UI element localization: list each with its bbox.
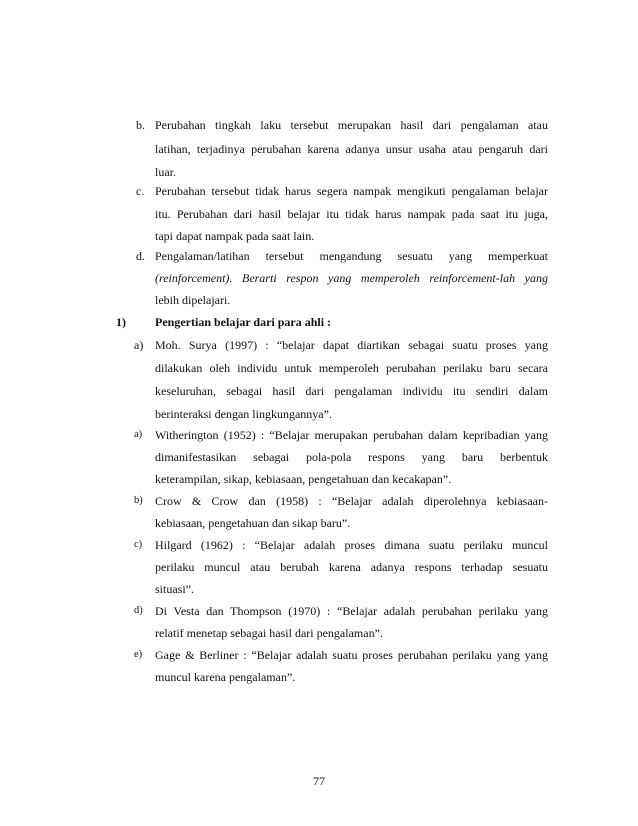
list-marker: d. bbox=[136, 249, 145, 263]
section-heading: Pengertian belajar dari para ahli : bbox=[155, 315, 332, 329]
paragraph-line: dimanifestasikan sebagai pola-pola respons yang baru berbentuk bbox=[155, 450, 548, 464]
paragraph-line: lebih dipelajari. bbox=[155, 293, 231, 307]
list-marker: d) bbox=[134, 605, 143, 616]
paragraph-line: Witherington (1952) : “Belajar merupakan perubahan dalam kepribadian yang bbox=[155, 428, 548, 442]
paragraph-line: Perubahan tingkah laku tersebut merupakan hasil dari pengalaman atau bbox=[155, 118, 548, 132]
list-marker: b) bbox=[134, 495, 143, 506]
paragraph-line: berinteraksi dengan lingkungannya”. bbox=[155, 407, 332, 421]
paragraph-line: Pengalaman/latihan tersebut mengandung sesuatu yang memperkuat bbox=[155, 249, 548, 263]
paragraph-line: Crow & Crow dan (1958) : “Belajar adalah diperolehnya kebiasaan- bbox=[155, 494, 548, 508]
paragraph-line: perilaku muncul atau berubah karena adanya respons terhadap sesuatu bbox=[155, 560, 548, 574]
paragraph-line: Gage & Berliner : “Belajar adalah suatu proses perubahan perilaku yang yang bbox=[155, 648, 548, 662]
paragraph-line: latihan, terjadinya perubahan karena adanya unsur usaha atau pengaruh dari bbox=[155, 142, 548, 156]
list-marker: b. bbox=[136, 118, 145, 132]
list-marker: c. bbox=[136, 184, 145, 198]
list-marker: c) bbox=[134, 539, 143, 550]
paragraph-line: dilakukan oleh individu untuk memperoleh perubahan perilaku baru secara bbox=[155, 361, 548, 375]
paragraph-line: kebiasaan, pengetahuan dan sikap baru”. bbox=[155, 516, 351, 530]
paragraph-line: Di Vesta dan Thompson (1970) : “Belajar adalah perubahan perilaku yang bbox=[155, 604, 548, 618]
page-number: 77 bbox=[313, 774, 325, 788]
paragraph-line: luar. bbox=[155, 165, 176, 179]
list-marker: a) bbox=[134, 429, 143, 440]
paragraph-line: Hilgard (1962) : “Belajar adalah proses dimana suatu perilaku muncul bbox=[155, 538, 548, 552]
paragraph-line: keterampilan, sikap, kebiasaan, pengetahuan dan kecakapan”. bbox=[155, 472, 452, 486]
list-marker: a) bbox=[134, 338, 144, 352]
paragraph-line: situasi”. bbox=[155, 582, 194, 596]
paragraph-line: keseluruhan, sebagai hasil dari pengalaman individu itu sendiri dalam bbox=[155, 384, 548, 398]
paragraph-line: (reinforcement). Berarti respon yang memperoleh reinforcement-lah yang bbox=[155, 271, 548, 285]
paragraph-line: Perubahan tersebut tidak harus segera nampak mengikuti pengalaman belajar bbox=[155, 184, 548, 198]
paragraph-line: tapi dapat nampak pada saat lain. bbox=[155, 229, 315, 243]
paragraph-line: relatif menetap sebagai hasil dari pengalaman”. bbox=[155, 626, 383, 640]
list-marker: e) bbox=[134, 649, 143, 660]
paragraph-line: Moh. Surya (1997) : “belajar dapat diartikan sebagai suatu proses yang bbox=[155, 338, 548, 352]
paragraph-line: muncul karena pengalaman”. bbox=[155, 670, 296, 684]
section-marker: 1) bbox=[116, 315, 126, 329]
paragraph-line: itu. Perubahan dari hasil belajar itu tidak harus nampak pada saat itu juga, bbox=[155, 207, 548, 221]
